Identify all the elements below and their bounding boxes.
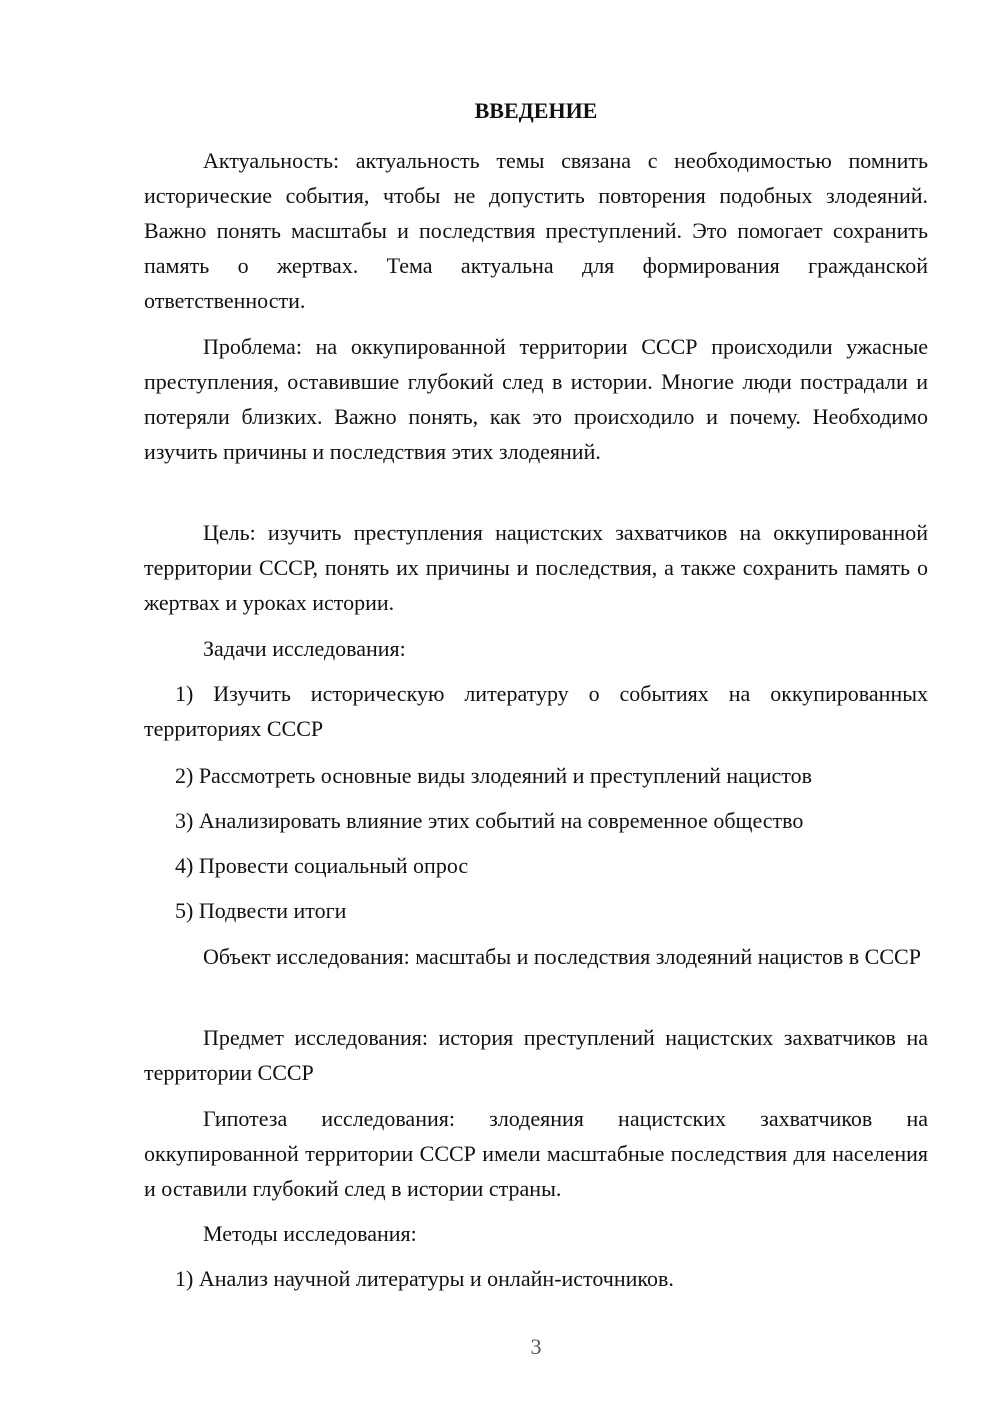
relevance-paragraph: Актуальность: актуальность темы связана с необходимостью помнить исторические события, чтобы не допустить повторения подобных злодеяний. Важно понять масштабы и последствия преступлений. Это помогает сохранить память о жертвах. Тема актуальна для формирования гражданской ответственности. (144, 148, 928, 313)
task-item-1: 1) Изучить историческую литературу о событиях на оккупированных территориях СССР (144, 681, 928, 741)
page-title: ВВЕДЕНИЕ (474, 98, 598, 123)
subject-paragraph: Предмет исследования: история преступлений нацистских захватчиков на территории СССР (144, 1025, 928, 1085)
hypothesis-paragraph: Гипотеза исследования: злодеяния нацистских захватчиков на оккупированной территории СССР имели масштабные последствия для населения и оставили глубокий след в истории страны. (144, 1106, 928, 1201)
methods-heading: Методы исследования: (203, 1221, 417, 1246)
task-item-2: 2) Рассмотреть основные виды злодеяний и преступлений нацистов (175, 763, 812, 788)
object-paragraph: Объект исследования: масштабы и последствия злодеяний нацистов в СССР (203, 944, 921, 969)
goal-paragraph: Цель: изучить преступления нацистских захватчиков на оккупированной территории СССР, понять их причины и последствия, а также сохранить память о жертвах и уроках истории. (144, 520, 928, 615)
task-item-5: 5) Подвести итоги (175, 898, 347, 923)
task-item-4: 4) Провести социальный опрос (175, 853, 469, 878)
method-item-1: 1) Анализ научной литературы и онлайн-источников. (175, 1266, 674, 1291)
problem-paragraph: Проблема: на оккупированной территории СССР происходили ужасные преступления, оставившие глубокий след в истории. Многие люди пострадали и потеряли близких. Важно понять, как это происходило и почему. Необходимо изучить причины и последствия этих злодеяний. (144, 334, 928, 464)
page-number: 3 (530, 1334, 542, 1359)
task-item-3: 3) Анализировать влияние этих событий на современное общество (175, 808, 804, 833)
tasks-heading: Задачи исследования: (203, 636, 406, 661)
